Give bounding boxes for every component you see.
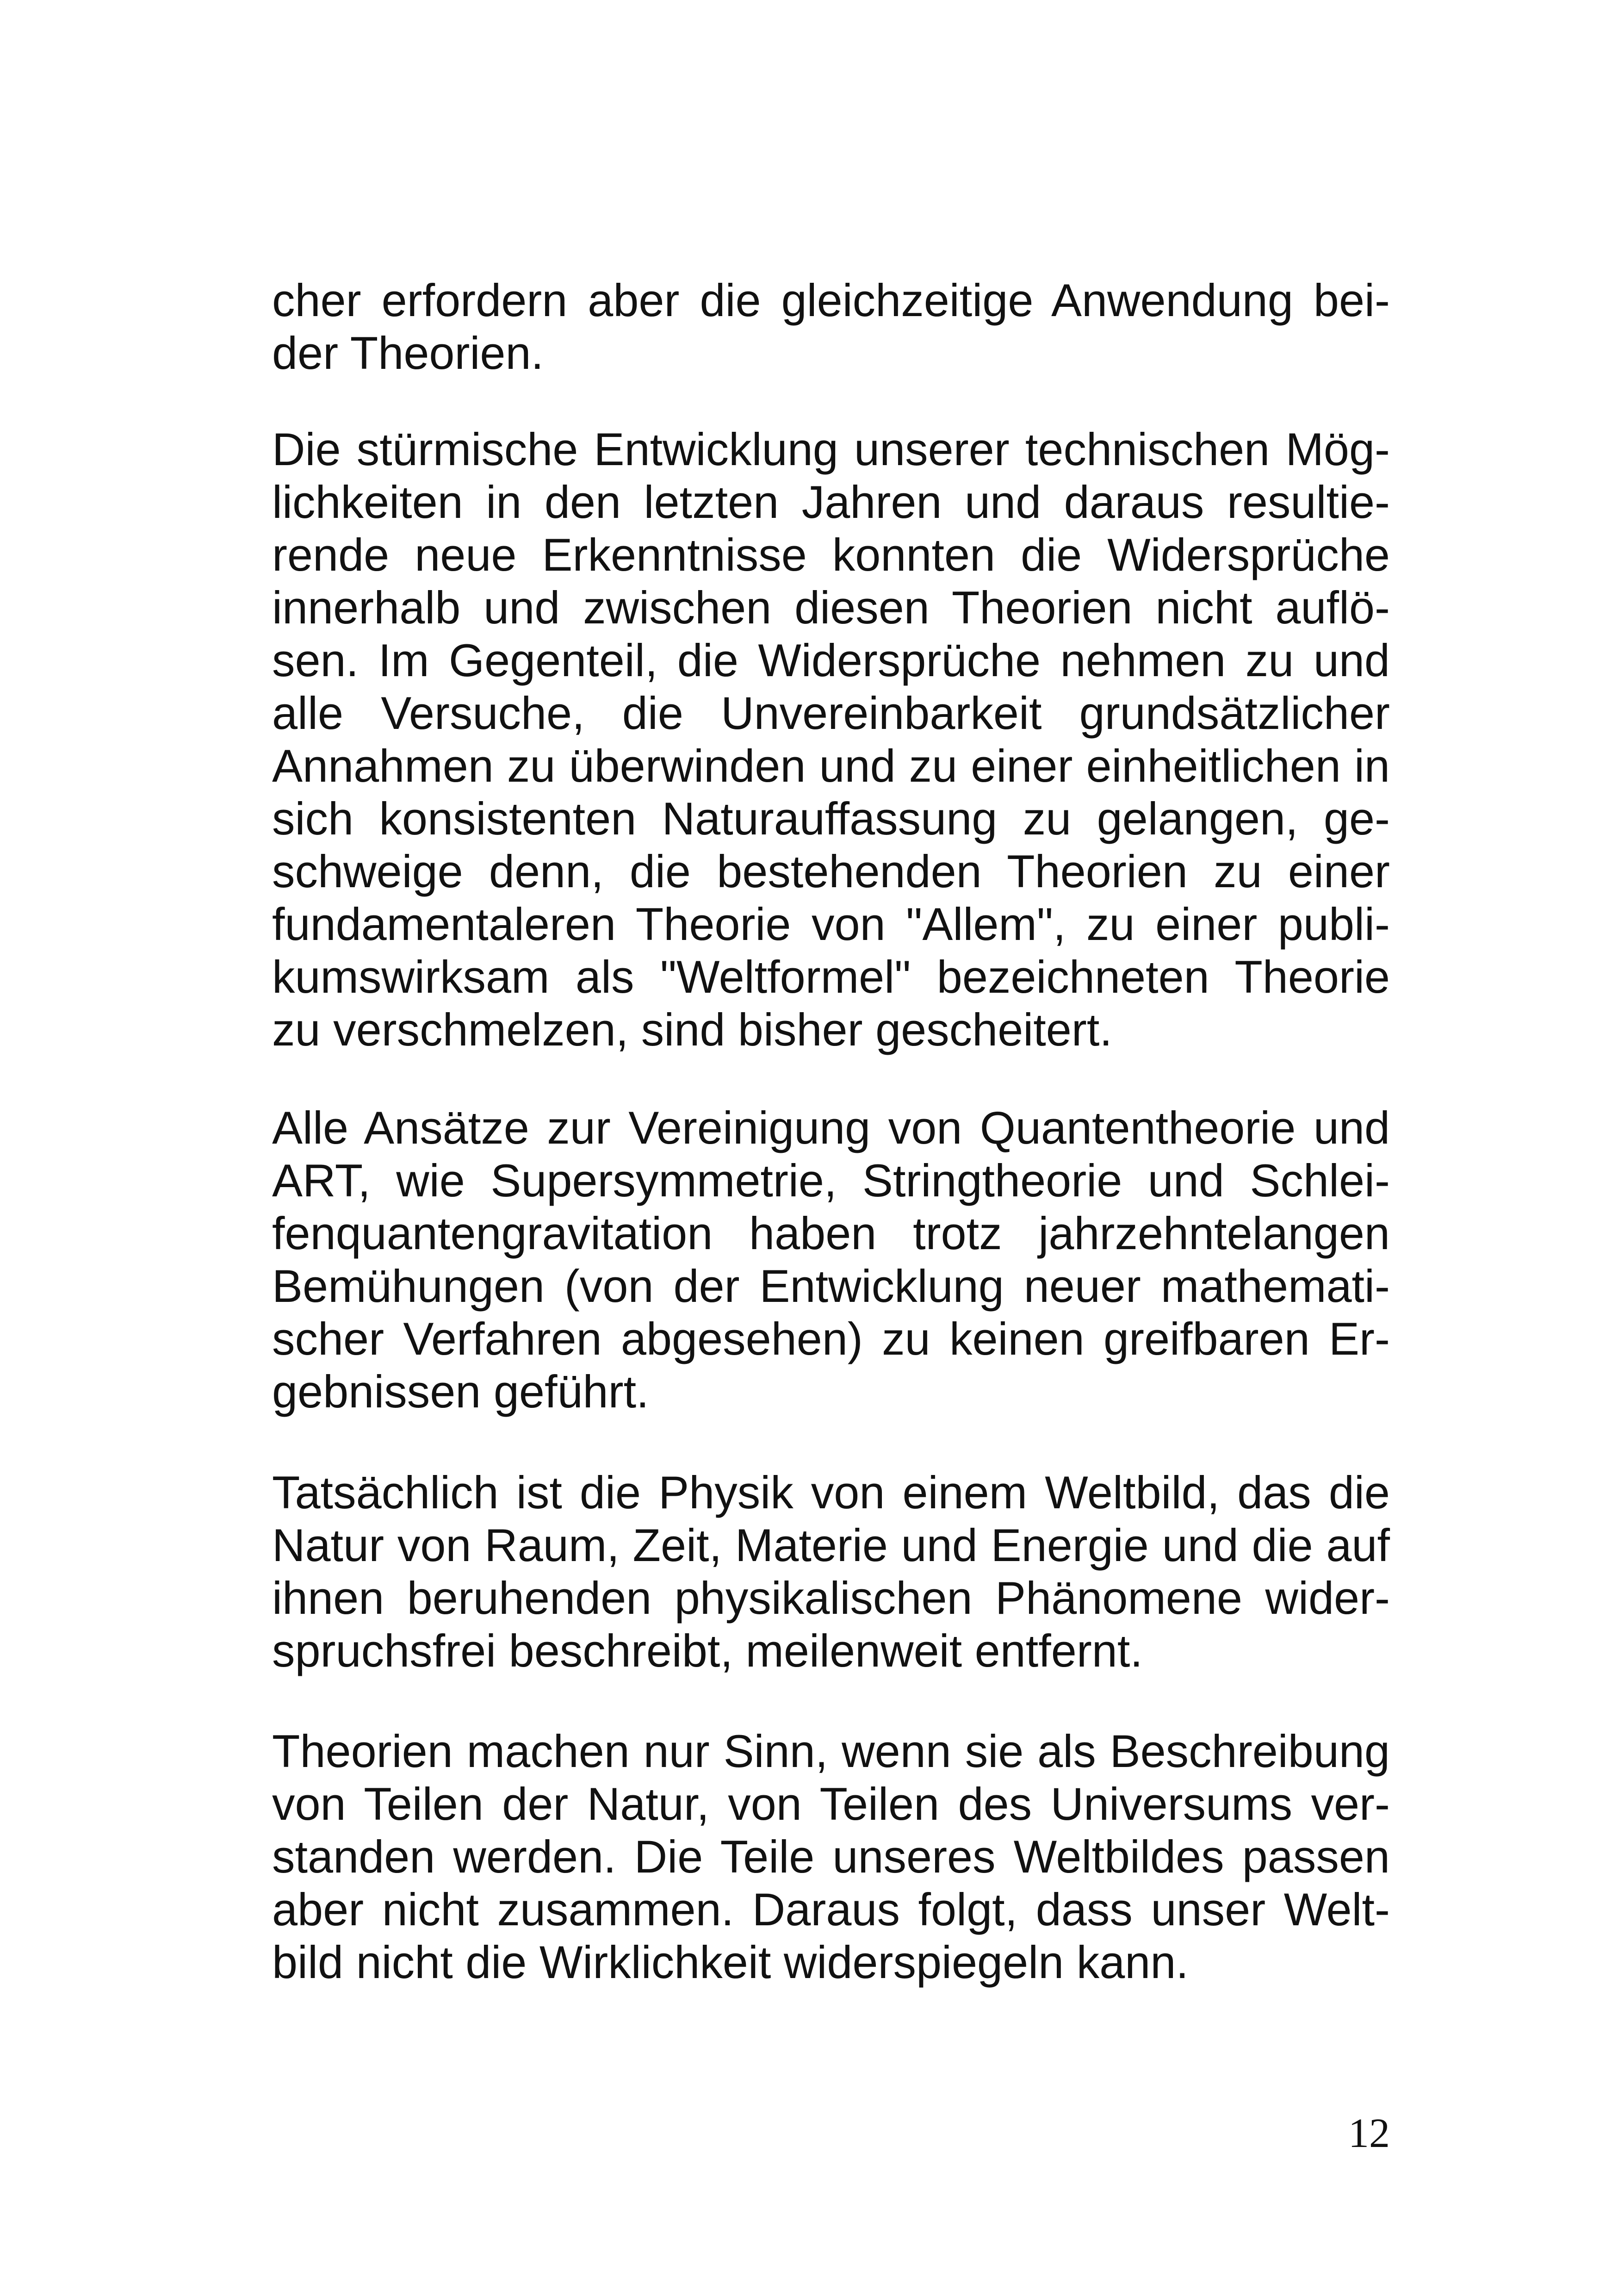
text-line: sen. Im Gegenteil, die Widersprüche nehmen zu und bbox=[272, 635, 1390, 686]
text-line: der Theorien. bbox=[272, 327, 544, 379]
text-line: kumswirksam als "Weltformel" bezeichneten Theorie bbox=[272, 951, 1390, 1002]
paragraph bbox=[272, 1466, 1390, 1677]
text-line: alle Versuche, die Unvereinbarkeit grundsätzlicher bbox=[272, 687, 1390, 739]
text-line: aber nicht zusammen. Daraus folgt, dass unser Welt- bbox=[272, 1884, 1390, 1935]
text-line: bild nicht die Wirklichkeit widerspiegeln kann. bbox=[272, 1936, 1189, 1988]
text-line: schweige denn, die bestehenden Theorien zu einer bbox=[272, 846, 1390, 897]
text-line: Tatsächlich ist die Physik von einem Weltbild, das die bbox=[272, 1467, 1390, 1518]
page-number: 12 bbox=[1348, 2110, 1390, 2156]
text-line: fundamentaleren Theorie von "Allem", zu einer publi- bbox=[272, 898, 1390, 950]
text-line: Natur von Raum, Zeit, Materie und Energie und die auf bbox=[272, 1519, 1390, 1571]
text-line: lichkeiten in den letzten Jahren und daraus resultie- bbox=[272, 476, 1390, 528]
paragraph bbox=[272, 274, 1390, 380]
text-line: von Teilen der Natur, von Teilen des Universums ver- bbox=[272, 1778, 1390, 1829]
text-line: innerhalb und zwischen diesen Theorien nicht auflö- bbox=[272, 582, 1390, 633]
text-line: Alle Ansätze zur Vereinigung von Quantentheorie und bbox=[272, 1102, 1390, 1153]
text-line: Theorien machen nur Sinn, wenn sie als Beschreibung bbox=[272, 1725, 1390, 1777]
text-line: Annahmen zu überwinden und zu einer einheitlichen in bbox=[272, 740, 1390, 791]
text-line: spruchsfrei beschreibt, meilenweit entfernt. bbox=[272, 1625, 1143, 1676]
paragraph bbox=[272, 1725, 1390, 1989]
text-line: cher erfordern aber die gleichzeitige Anwendung bei- bbox=[272, 274, 1390, 326]
text-line: ART, wie Supersymmetrie, Stringtheorie und Schlei- bbox=[272, 1155, 1390, 1206]
text-line: sich konsistenten Naturauffassung zu gelangen, ge- bbox=[272, 793, 1390, 844]
paragraph bbox=[272, 423, 1390, 1056]
text-line: fenquantengravitation haben trotz jahrzehntelangen bbox=[272, 1207, 1390, 1259]
text-line: ihnen beruhenden physikalischen Phänomene wider- bbox=[272, 1572, 1390, 1624]
text-line: scher Verfahren abgesehen) zu keinen greifbaren Er- bbox=[272, 1313, 1390, 1364]
text-line: Die stürmische Entwicklung unserer technischen Mög- bbox=[272, 423, 1390, 475]
text-line: Bemühungen (von der Entwicklung neuer mathemati- bbox=[272, 1260, 1390, 1312]
text-line: rende neue Erkenntnisse konnten die Widersprüche bbox=[272, 529, 1390, 580]
text-line: standen werden. Die Teile unseres Weltbildes passen bbox=[272, 1831, 1390, 1882]
text-line: zu verschmelzen, sind bisher gescheitert. bbox=[272, 1004, 1112, 1055]
text-line: gebnissen geführt. bbox=[272, 1366, 649, 1417]
paragraph bbox=[272, 1101, 1390, 1418]
